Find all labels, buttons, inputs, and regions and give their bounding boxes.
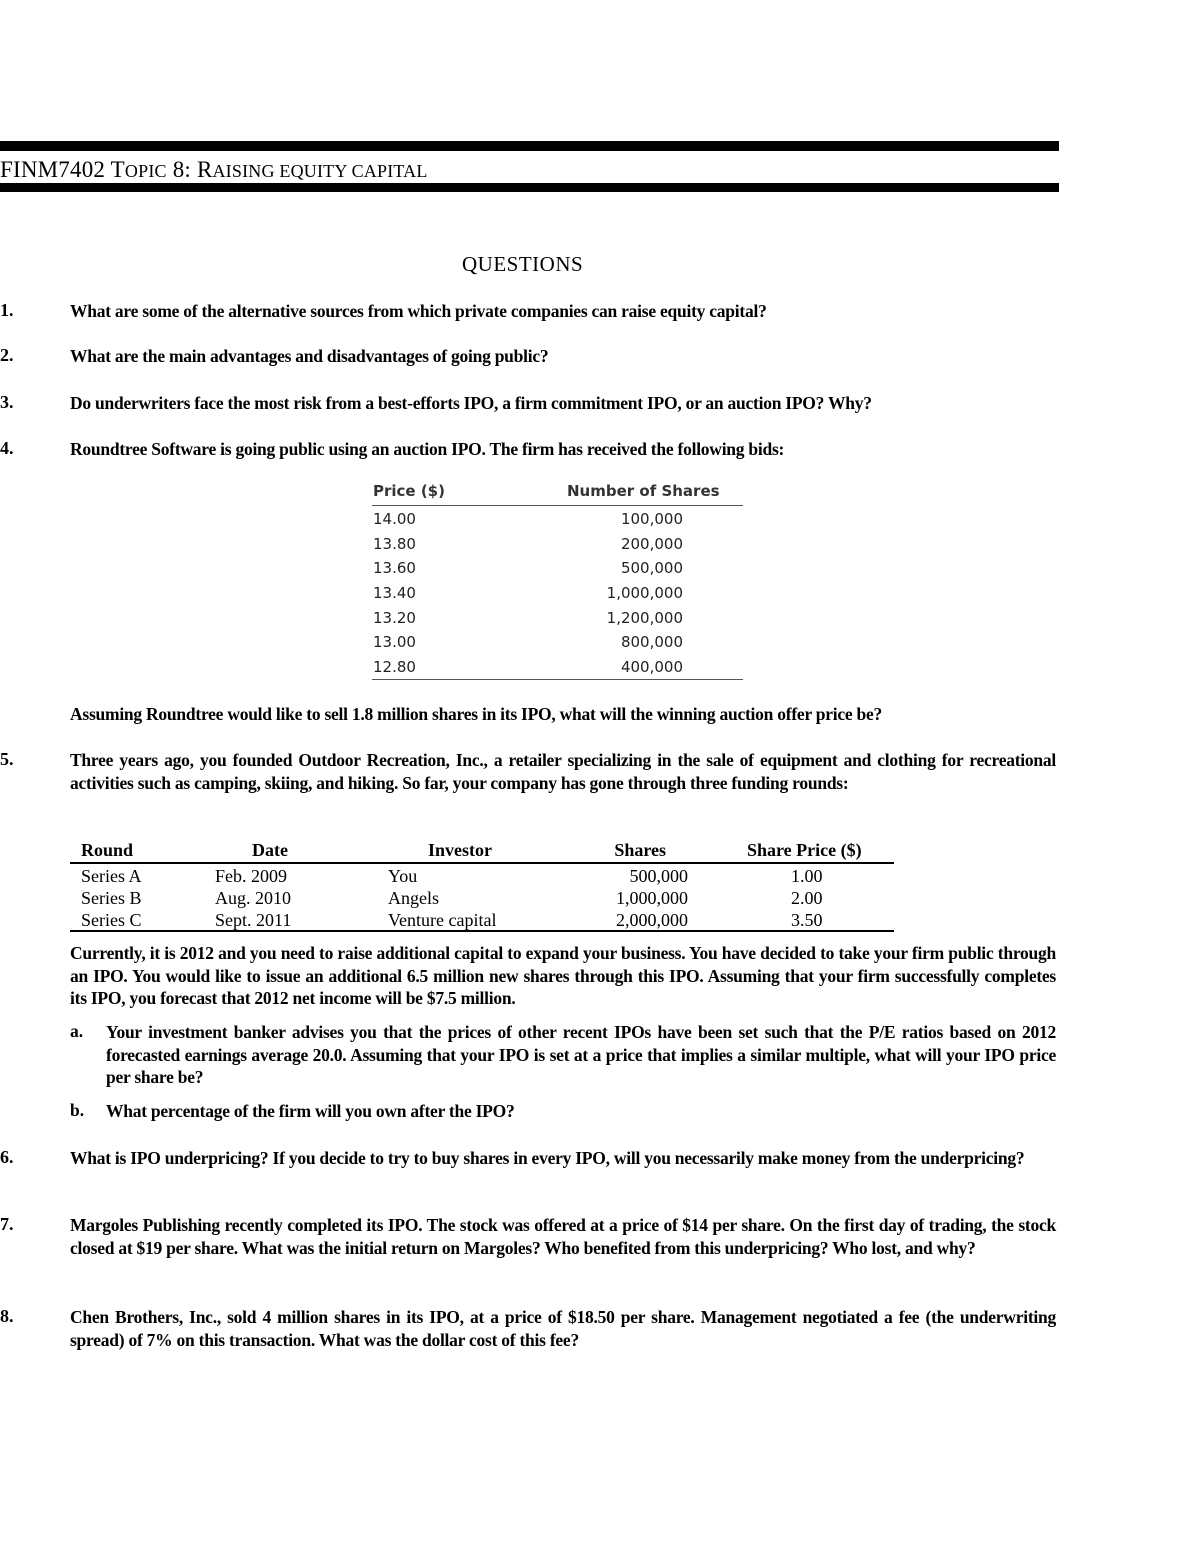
question-text: Chen Brothers, Inc., sold 4 million shares in its IPO, at a price of $18.50 per share. Management negotiated a fee (the underwriting spread) of 7% on this transaction. What was the dollar cost of this fee? — [70, 1307, 1056, 1350]
table-row: Series B Aug. 2010 Angels 1,000,000 2.00 — [81, 888, 823, 908]
bids-table — [372, 478, 743, 681]
column-header-shares: Number of Shares — [567, 482, 720, 500]
subquestion-label: a. — [70, 1021, 84, 1041]
table-row: 12.80 400,000 — [373, 658, 683, 677]
column-header-round: Round — [81, 840, 134, 860]
page-header-title: FINM7402 TOPIC 8: RAISING EQUITY CAPITAL — [0, 157, 428, 182]
question-number: 1. — [0, 300, 14, 320]
question-followup: Currently, it is 2012 and you need to raise additional capital to expand your business. You have decided to take your firm public through an IPO. You would like to issue an additional 6.5 million new shares through this IPO. Assuming that your firm successfully completes its IPO, you forecast that 2012 net income will be $7.5 million. — [70, 943, 1056, 1008]
table-row: 13.20 1,200,000 — [373, 608, 683, 627]
bids-table-bottom-rule — [372, 679, 743, 681]
question-text: Roundtree Software is going public using an auction IPO. The firm has received the following bids: — [70, 439, 785, 459]
table-row: 13.80 200,000 — [373, 534, 683, 553]
question-followup: Assuming Roundtree would like to sell 1.8 million shares in its IPO, what will the winning auction offer price be? — [70, 704, 883, 724]
question-text: What are some of the alternative sources from which private companies can raise equity capital? — [70, 301, 767, 321]
column-header-price: Price ($) — [373, 482, 445, 500]
question-number: 2. — [0, 345, 14, 365]
question-text: Three years ago, you founded Outdoor Recreation, Inc., a retailer specializing in the sale of equipment and clothing for recreational activities such as camping, skiing, and hiking. So far, your company has gone through three funding rounds: — [70, 750, 1056, 793]
question-text: Do underwriters face the most risk from a best-efforts IPO, a firm commitment IPO, or an auction IPO? Why? — [70, 393, 872, 413]
column-header-shares: Shares — [614, 840, 666, 860]
question-text: What is IPO underpricing? If you decide to try to buy shares in every IPO, will you necessarily make money from the underpricing? — [70, 1148, 1025, 1168]
funding-rounds-table — [70, 838, 894, 932]
funding-rounds-header — [70, 838, 894, 864]
question-text: Margoles Publishing recently completed its IPO. The stock was offered at a price of $14 per share. On the first day of trading, the stock closed at $19 per share. What was the initial return on Margoles? Who benefited from this underpricing? Who lost, and why? — [70, 1215, 1056, 1258]
question-number: 5. — [0, 749, 14, 769]
table-row: 13.00 800,000 — [373, 633, 683, 652]
table-row: Series C Sept. 2011 Venture capital 2,000,000 3.50 — [81, 910, 823, 930]
header-rule-bottom — [0, 183, 1059, 192]
table-row: 13.40 1,000,000 — [373, 584, 683, 603]
course-code: FINM7402 — [0, 157, 106, 182]
subquestion-text: What percentage of the firm will you own after the IPO? — [106, 1101, 515, 1121]
table-row: Series A Feb. 2009 You 500,000 1.00 — [81, 866, 823, 886]
table-row: 13.60 500,000 — [373, 559, 683, 578]
column-header-investor: Investor — [428, 840, 492, 860]
bids-table-header — [372, 478, 743, 506]
column-header-date: Date — [252, 840, 288, 860]
section-title: QUESTIONS — [462, 252, 584, 276]
subquestion-label: b. — [70, 1100, 85, 1120]
question-number: 3. — [0, 392, 14, 412]
table-row: 14.00 100,000 — [373, 510, 683, 528]
header-rule-top — [0, 141, 1059, 151]
question-number: 4. — [0, 438, 14, 458]
question-number: 8. — [0, 1306, 14, 1326]
question-number: 6. — [0, 1147, 14, 1167]
question-text: What are the main advantages and disadvantages of going public? — [70, 346, 549, 366]
column-header-share-price: Share Price ($) — [747, 840, 862, 860]
question-number: 7. — [0, 1214, 14, 1234]
subquestion-text: Your investment banker advises you that the prices of other recent IPOs have been set such that the P/E ratios based on 2012 forecasted earnings average 20.0. Assuming that your IPO is set at a price that implies a similar multiple, what will your IPO price per share be? — [106, 1022, 1056, 1087]
